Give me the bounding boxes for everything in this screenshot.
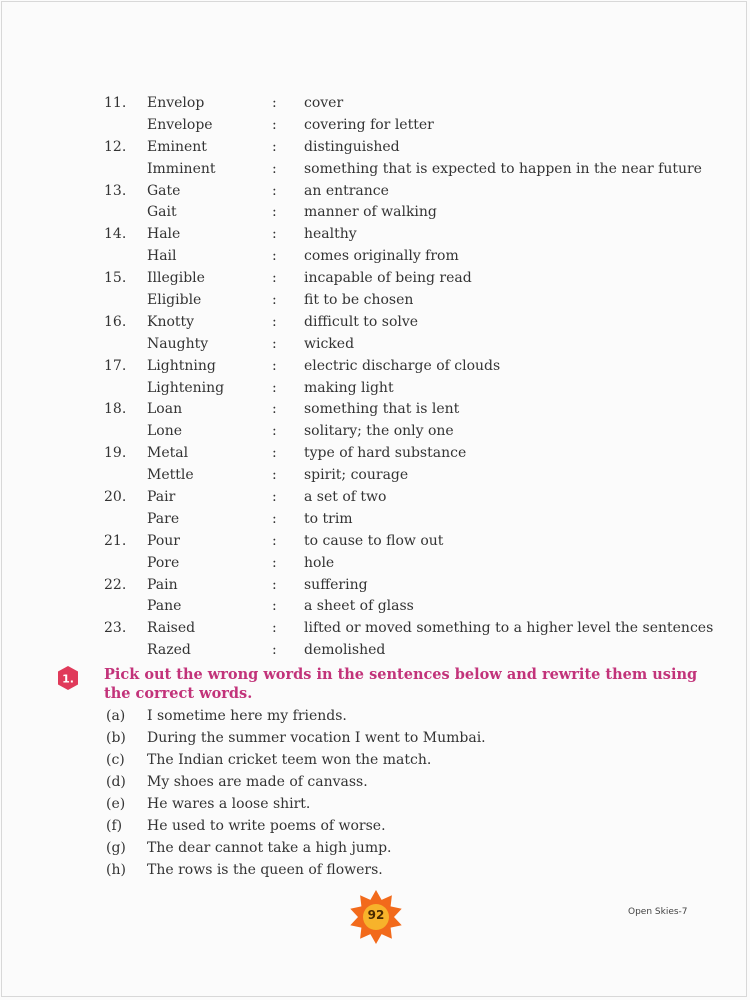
sentence-label: (d)	[106, 774, 126, 790]
word-pair-row	[0, 115, 750, 137]
word-pair-list	[0, 93, 750, 662]
word-pair-row	[0, 509, 750, 531]
pair-meaning: something that is lent	[304, 401, 460, 418]
word-pair-row	[0, 268, 750, 290]
sentence-item	[0, 859, 750, 881]
sentence-text: He used to write poems of worse.	[147, 818, 386, 834]
pair-meaning: incapable of being read	[304, 270, 472, 287]
sentence-label: (b)	[106, 730, 126, 746]
word-pair-row	[0, 224, 750, 246]
sentence-text: He wares a loose shirt.	[147, 796, 311, 812]
pair-meaning: hole	[304, 554, 335, 571]
pair-meaning: comes originally from	[304, 248, 459, 265]
word-pair-row	[0, 531, 750, 553]
pair-meaning: demolished	[304, 642, 386, 659]
pair-meaning: to trim	[304, 510, 353, 527]
pair-separator: :	[272, 313, 277, 330]
pair-separator: :	[272, 270, 277, 287]
sentence-label: (e)	[106, 796, 126, 812]
page-number-star	[348, 889, 404, 945]
pair-meaning: lifted or moved something to a higher level the sentences	[304, 620, 714, 637]
sentence-text: During the summer vocation I went to Mumbai.	[147, 730, 486, 746]
pair-word: Lone	[147, 423, 183, 440]
pair-word: Knotty	[147, 313, 195, 330]
pair-word: Pour	[147, 532, 180, 549]
pair-meaning: to cause to flow out	[304, 532, 444, 549]
exercise-number-badge	[55, 665, 81, 691]
sentence-item	[0, 837, 750, 859]
pair-meaning: difficult to solve	[304, 313, 419, 330]
pair-separator: :	[272, 598, 277, 615]
sentence-label: (f)	[106, 818, 123, 834]
pair-word: Hail	[147, 248, 177, 265]
pair-separator: :	[272, 204, 277, 221]
pair-meaning: making light	[304, 379, 394, 396]
word-pair-row	[0, 93, 750, 115]
pair-number: 23.	[104, 620, 127, 637]
pair-word: Raised	[147, 620, 196, 637]
word-pair-row	[0, 443, 750, 465]
word-pair-row	[0, 640, 750, 662]
pair-meaning: solitary; the only one	[304, 423, 454, 440]
sentence-text: The rows is the queen of flowers.	[147, 862, 383, 878]
word-pair-row	[0, 421, 750, 443]
pair-separator: :	[272, 642, 277, 659]
pair-separator: :	[272, 576, 277, 593]
sentence-item	[0, 815, 750, 837]
pair-separator: :	[272, 292, 277, 309]
pair-word: Eligible	[147, 292, 202, 309]
pair-number: 17.	[104, 357, 127, 374]
pair-word: Hale	[147, 226, 181, 243]
pair-word: Lightning	[147, 357, 216, 374]
pair-word: Envelop	[147, 95, 205, 111]
sentence-text: The Indian cricket teem won the match.	[147, 752, 432, 768]
pair-separator: :	[272, 357, 277, 374]
pair-word: Illegible	[147, 270, 205, 287]
pair-word: Pair	[147, 489, 176, 506]
word-pair-row	[0, 553, 750, 575]
pair-number: 13.	[104, 182, 127, 199]
pair-word: Gate	[147, 182, 181, 199]
pair-meaning: healthy	[304, 226, 357, 243]
pair-meaning: suffering	[304, 576, 368, 593]
pair-separator: :	[272, 401, 277, 418]
word-pair-row	[0, 378, 750, 400]
word-pair-row	[0, 465, 750, 487]
word-pair-row	[0, 290, 750, 312]
word-pair-row	[0, 618, 750, 640]
pair-separator: :	[272, 620, 277, 637]
pair-meaning: covering for letter	[304, 116, 434, 133]
pair-meaning: an entrance	[304, 182, 389, 199]
pair-separator: :	[272, 226, 277, 243]
pair-separator: :	[272, 510, 277, 527]
word-pair-row	[0, 356, 750, 378]
pair-word: Razed	[147, 642, 191, 659]
sentence-item	[0, 727, 750, 749]
word-pair-row	[0, 202, 750, 224]
pair-word: Pare	[147, 510, 180, 527]
pair-word: Pain	[147, 576, 178, 593]
pair-number: 11.	[104, 95, 127, 111]
pair-separator: :	[272, 335, 277, 352]
sentence-label: (a)	[106, 708, 126, 724]
word-pair-row	[0, 246, 750, 268]
word-pair-row	[0, 596, 750, 618]
pair-number: 20.	[104, 489, 127, 506]
word-pair-row	[0, 487, 750, 509]
pair-word: Naughty	[147, 335, 209, 352]
pair-word: Envelope	[147, 116, 213, 133]
pair-separator: :	[272, 423, 277, 440]
pair-separator: :	[272, 489, 277, 506]
pair-meaning: electric discharge of clouds	[304, 357, 501, 374]
pair-meaning: a sheet of glass	[304, 598, 414, 615]
pair-number: 22.	[104, 576, 127, 593]
pair-word: Gait	[147, 204, 177, 221]
pair-word: Imminent	[147, 160, 216, 177]
pair-separator: :	[272, 95, 277, 111]
pair-meaning: fit to be chosen	[304, 292, 414, 309]
pair-separator: :	[272, 160, 277, 177]
sentence-item	[0, 771, 750, 793]
sentence-item	[0, 749, 750, 771]
book-title: Open Skies-7	[628, 907, 688, 917]
word-pair-row	[0, 137, 750, 159]
pair-number: 12.	[104, 138, 127, 155]
pair-word: Loan	[147, 401, 183, 418]
word-pair-row	[0, 334, 750, 356]
pair-separator: :	[272, 182, 277, 199]
sentence-item	[0, 793, 750, 815]
pair-meaning: cover	[304, 95, 344, 111]
word-pair-row	[0, 575, 750, 597]
pair-meaning: spirit; courage	[304, 467, 409, 484]
sentence-label: (g)	[106, 840, 126, 856]
sentence-text: My shoes are made of canvass.	[147, 774, 368, 790]
pair-word: Pore	[147, 554, 180, 571]
pair-number: 15.	[104, 270, 127, 287]
word-pair-row	[0, 312, 750, 334]
pair-number: 18.	[104, 401, 127, 418]
pair-word: Mettle	[147, 467, 194, 484]
pair-meaning: a set of two	[304, 489, 387, 506]
pair-word: Metal	[147, 445, 189, 462]
page-number: 92	[367, 908, 385, 922]
pair-separator: :	[272, 379, 277, 396]
pair-meaning: manner of walking	[304, 204, 437, 221]
sentence-label: (c)	[106, 752, 125, 768]
sentence-label: (h)	[106, 862, 126, 878]
pair-meaning: type of hard substance	[304, 445, 467, 462]
pair-separator: :	[272, 116, 277, 133]
pair-word: Pane	[147, 598, 182, 615]
pair-word: Eminent	[147, 138, 207, 155]
pair-separator: :	[272, 445, 277, 462]
pair-separator: :	[272, 467, 277, 484]
word-pair-row	[0, 181, 750, 203]
pair-separator: :	[272, 554, 277, 571]
sentence-list	[0, 705, 750, 881]
exercise-number: 1.	[62, 672, 74, 686]
word-pair-row	[0, 399, 750, 421]
pair-meaning: something that is expected to happen in the near future	[304, 160, 702, 177]
sentence-text: I sometime here my friends.	[147, 708, 347, 724]
pair-number: 21.	[104, 532, 127, 549]
pair-separator: :	[272, 532, 277, 549]
word-pair-row	[0, 159, 750, 181]
pair-number: 14.	[104, 226, 127, 243]
pair-number: 19.	[104, 445, 127, 462]
sentence-text: The dear cannot take a high jump.	[147, 840, 392, 856]
pair-separator: :	[272, 138, 277, 155]
sentence-item	[0, 705, 750, 727]
pair-meaning: wicked	[304, 335, 355, 352]
pair-word: Lightening	[147, 379, 225, 396]
exercise-instruction: Pick out the wrong words in the sentences below and rewrite them using the correct words.	[104, 666, 698, 702]
pair-number: 16.	[104, 313, 127, 330]
pair-separator: :	[272, 248, 277, 265]
pair-meaning: distinguished	[304, 138, 400, 155]
